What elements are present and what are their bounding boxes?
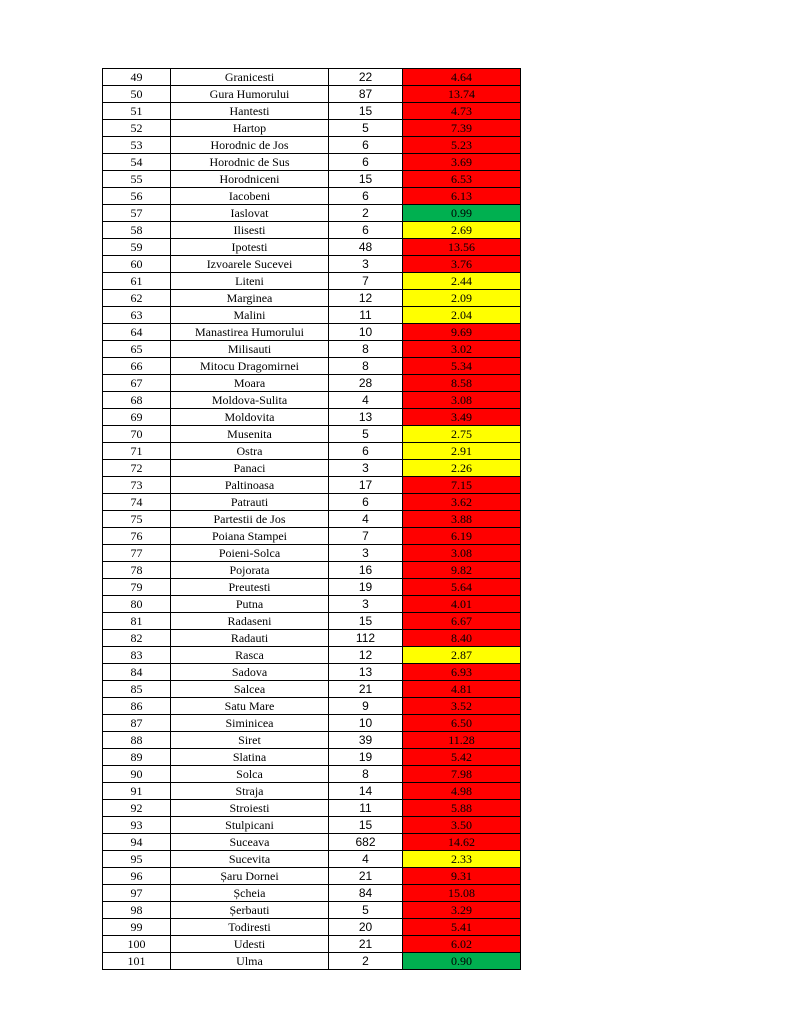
locality-name-cell: Slatina <box>171 749 329 766</box>
cases-count-cell: 11 <box>329 800 403 817</box>
table-row <box>103 579 521 596</box>
cases-count-cell: 5 <box>329 426 403 443</box>
incidence-rate-cell: 3.50 <box>403 817 521 834</box>
cases-count-cell: 19 <box>329 579 403 596</box>
incidence-rate-cell: 6.93 <box>403 664 521 681</box>
incidence-rate-cell: 4.98 <box>403 783 521 800</box>
table-row <box>103 851 521 868</box>
locality-name-cell: Stulpicani <box>171 817 329 834</box>
row-number-cell: 100 <box>103 936 171 953</box>
row-number-cell: 67 <box>103 375 171 392</box>
row-number-cell: 60 <box>103 256 171 273</box>
cases-count-cell: 4 <box>329 851 403 868</box>
cases-count-cell: 87 <box>329 86 403 103</box>
row-number-cell: 91 <box>103 783 171 800</box>
row-number-cell: 78 <box>103 562 171 579</box>
cases-count-cell: 15 <box>329 103 403 120</box>
incidence-rate-cell: 6.13 <box>403 188 521 205</box>
locality-name-cell: Mitocu Dragomirnei <box>171 358 329 375</box>
table-row <box>103 749 521 766</box>
table-row <box>103 613 521 630</box>
cases-count-cell: 112 <box>329 630 403 647</box>
cases-count-cell: 3 <box>329 460 403 477</box>
table-row <box>103 545 521 562</box>
table-row <box>103 205 521 222</box>
incidence-rate-cell: 2.91 <box>403 443 521 460</box>
incidence-rate-cell: 2.87 <box>403 647 521 664</box>
table-row <box>103 222 521 239</box>
row-number-cell: 92 <box>103 800 171 817</box>
row-number-cell: 95 <box>103 851 171 868</box>
locality-name-cell: Udesti <box>171 936 329 953</box>
incidence-rate-cell: 3.88 <box>403 511 521 528</box>
cases-count-cell: 6 <box>329 137 403 154</box>
locality-name-cell: Siminicea <box>171 715 329 732</box>
locality-name-cell: Izvoarele Sucevei <box>171 256 329 273</box>
cases-count-cell: 5 <box>329 902 403 919</box>
incidence-rate-cell: 7.15 <box>403 477 521 494</box>
cases-count-cell: 13 <box>329 664 403 681</box>
incidence-rate-cell: 2.09 <box>403 290 521 307</box>
locality-name-cell: Moara <box>171 375 329 392</box>
locality-name-cell: Horodniceni <box>171 171 329 188</box>
row-number-cell: 90 <box>103 766 171 783</box>
row-number-cell: 54 <box>103 154 171 171</box>
locality-name-cell: Radaseni <box>171 613 329 630</box>
table-row <box>103 460 521 477</box>
cases-count-cell: 15 <box>329 817 403 834</box>
locality-name-cell: Panaci <box>171 460 329 477</box>
cases-count-cell: 6 <box>329 494 403 511</box>
incidence-rate-cell: 3.08 <box>403 392 521 409</box>
locality-name-cell: Poieni-Solca <box>171 545 329 562</box>
incidence-rate-cell: 6.19 <box>403 528 521 545</box>
locality-name-cell: Șcheia <box>171 885 329 902</box>
row-number-cell: 59 <box>103 239 171 256</box>
cases-count-cell: 22 <box>329 69 403 86</box>
row-number-cell: 74 <box>103 494 171 511</box>
row-number-cell: 66 <box>103 358 171 375</box>
incidence-rate-cell: 9.31 <box>403 868 521 885</box>
locality-name-cell: Todiresti <box>171 919 329 936</box>
incidence-rate-cell: 6.50 <box>403 715 521 732</box>
incidence-rate-cell: 2.75 <box>403 426 521 443</box>
table-row <box>103 647 521 664</box>
cases-count-cell: 4 <box>329 511 403 528</box>
locality-name-cell: Patrauti <box>171 494 329 511</box>
locality-name-cell: Pojorata <box>171 562 329 579</box>
table-row <box>103 154 521 171</box>
cases-count-cell: 17 <box>329 477 403 494</box>
locality-name-cell: Malini <box>171 307 329 324</box>
locality-name-cell: Radauti <box>171 630 329 647</box>
incidence-rate-cell: 9.69 <box>403 324 521 341</box>
incidence-rate-cell: 15.08 <box>403 885 521 902</box>
table-row <box>103 290 521 307</box>
row-number-cell: 96 <box>103 868 171 885</box>
locality-name-cell: Șaru Dornei <box>171 868 329 885</box>
row-number-cell: 83 <box>103 647 171 664</box>
cases-count-cell: 8 <box>329 358 403 375</box>
locality-name-cell: Marginea <box>171 290 329 307</box>
locality-name-cell: Ulma <box>171 953 329 970</box>
table-row <box>103 239 521 256</box>
locality-name-cell: Preutesti <box>171 579 329 596</box>
row-number-cell: 99 <box>103 919 171 936</box>
table-row <box>103 409 521 426</box>
cases-count-cell: 5 <box>329 120 403 137</box>
incidence-rate-cell: 9.82 <box>403 562 521 579</box>
table-row <box>103 528 521 545</box>
row-number-cell: 49 <box>103 69 171 86</box>
incidence-rate-cell: 3.76 <box>403 256 521 273</box>
row-number-cell: 84 <box>103 664 171 681</box>
locality-name-cell: Gura Humorului <box>171 86 329 103</box>
table-row <box>103 341 521 358</box>
cases-count-cell: 11 <box>329 307 403 324</box>
cases-count-cell: 10 <box>329 715 403 732</box>
table-row <box>103 375 521 392</box>
row-number-cell: 62 <box>103 290 171 307</box>
table-row <box>103 715 521 732</box>
locality-name-cell: Rasca <box>171 647 329 664</box>
cases-count-cell: 4 <box>329 392 403 409</box>
row-number-cell: 51 <box>103 103 171 120</box>
incidence-rate-cell: 2.69 <box>403 222 521 239</box>
cases-count-cell: 6 <box>329 222 403 239</box>
table-row <box>103 307 521 324</box>
incidence-rate-cell: 4.01 <box>403 596 521 613</box>
table-row <box>103 885 521 902</box>
cases-count-cell: 8 <box>329 766 403 783</box>
incidence-rate-cell: 2.44 <box>403 273 521 290</box>
row-number-cell: 76 <box>103 528 171 545</box>
table-row <box>103 902 521 919</box>
cases-count-cell: 3 <box>329 256 403 273</box>
incidence-rate-cell: 13.74 <box>403 86 521 103</box>
table-row <box>103 732 521 749</box>
locality-name-cell: Solca <box>171 766 329 783</box>
incidence-rate-cell: 7.98 <box>403 766 521 783</box>
cases-count-cell: 39 <box>329 732 403 749</box>
table-row <box>103 511 521 528</box>
table-row <box>103 834 521 851</box>
row-number-cell: 82 <box>103 630 171 647</box>
incidence-rate-cell: 13.56 <box>403 239 521 256</box>
table-row <box>103 86 521 103</box>
locality-name-cell: Șerbauti <box>171 902 329 919</box>
cases-count-cell: 2 <box>329 205 403 222</box>
table-row <box>103 494 521 511</box>
localities-table <box>102 68 521 970</box>
incidence-rate-cell: 4.64 <box>403 69 521 86</box>
table-row <box>103 188 521 205</box>
row-number-cell: 86 <box>103 698 171 715</box>
table-row <box>103 800 521 817</box>
cases-count-cell: 12 <box>329 290 403 307</box>
table-row <box>103 171 521 188</box>
table-row <box>103 817 521 834</box>
cases-count-cell: 6 <box>329 154 403 171</box>
incidence-rate-cell: 8.58 <box>403 375 521 392</box>
table-row <box>103 562 521 579</box>
row-number-cell: 88 <box>103 732 171 749</box>
incidence-rate-cell: 7.39 <box>403 120 521 137</box>
cases-count-cell: 20 <box>329 919 403 936</box>
table-row <box>103 324 521 341</box>
incidence-rate-cell: 3.02 <box>403 341 521 358</box>
locality-name-cell: Horodnic de Jos <box>171 137 329 154</box>
incidence-rate-cell: 5.41 <box>403 919 521 936</box>
row-number-cell: 85 <box>103 681 171 698</box>
row-number-cell: 73 <box>103 477 171 494</box>
row-number-cell: 56 <box>103 188 171 205</box>
cases-count-cell: 7 <box>329 528 403 545</box>
locality-name-cell: Milisauti <box>171 341 329 358</box>
row-number-cell: 80 <box>103 596 171 613</box>
incidence-rate-cell: 11.28 <box>403 732 521 749</box>
cases-count-cell: 3 <box>329 545 403 562</box>
incidence-rate-cell: 3.62 <box>403 494 521 511</box>
incidence-rate-cell: 4.73 <box>403 103 521 120</box>
row-number-cell: 94 <box>103 834 171 851</box>
cases-count-cell: 84 <box>329 885 403 902</box>
table-row <box>103 919 521 936</box>
incidence-rate-cell: 6.53 <box>403 171 521 188</box>
table-row <box>103 681 521 698</box>
table-row <box>103 443 521 460</box>
locality-name-cell: Hartop <box>171 120 329 137</box>
table-row <box>103 783 521 800</box>
locality-name-cell: Suceava <box>171 834 329 851</box>
table-row <box>103 664 521 681</box>
row-number-cell: 97 <box>103 885 171 902</box>
locality-name-cell: Iaslovat <box>171 205 329 222</box>
locality-name-cell: Straja <box>171 783 329 800</box>
cases-count-cell: 19 <box>329 749 403 766</box>
incidence-rate-cell: 2.04 <box>403 307 521 324</box>
table-row <box>103 273 521 290</box>
cases-count-cell: 2 <box>329 953 403 970</box>
row-number-cell: 57 <box>103 205 171 222</box>
locality-name-cell: Salcea <box>171 681 329 698</box>
row-number-cell: 53 <box>103 137 171 154</box>
row-number-cell: 71 <box>103 443 171 460</box>
incidence-rate-cell: 5.42 <box>403 749 521 766</box>
incidence-rate-cell: 2.26 <box>403 460 521 477</box>
row-number-cell: 68 <box>103 392 171 409</box>
row-number-cell: 98 <box>103 902 171 919</box>
locality-name-cell: Siret <box>171 732 329 749</box>
locality-name-cell: Hantesti <box>171 103 329 120</box>
incidence-rate-cell: 3.08 <box>403 545 521 562</box>
locality-name-cell: Moldova-Sulita <box>171 392 329 409</box>
row-number-cell: 81 <box>103 613 171 630</box>
row-number-cell: 58 <box>103 222 171 239</box>
cases-count-cell: 48 <box>329 239 403 256</box>
row-number-cell: 70 <box>103 426 171 443</box>
cases-count-cell: 12 <box>329 647 403 664</box>
table-row <box>103 477 521 494</box>
row-number-cell: 52 <box>103 120 171 137</box>
row-number-cell: 61 <box>103 273 171 290</box>
incidence-rate-cell: 3.49 <box>403 409 521 426</box>
incidence-rate-cell: 2.33 <box>403 851 521 868</box>
row-number-cell: 77 <box>103 545 171 562</box>
cases-count-cell: 9 <box>329 698 403 715</box>
incidence-rate-cell: 8.40 <box>403 630 521 647</box>
table-row <box>103 103 521 120</box>
cases-count-cell: 15 <box>329 171 403 188</box>
cases-count-cell: 6 <box>329 188 403 205</box>
row-number-cell: 64 <box>103 324 171 341</box>
locality-name-cell: Liteni <box>171 273 329 290</box>
incidence-rate-cell: 5.64 <box>403 579 521 596</box>
locality-name-cell: Stroiesti <box>171 800 329 817</box>
locality-name-cell: Ostra <box>171 443 329 460</box>
cases-count-cell: 21 <box>329 868 403 885</box>
row-number-cell: 101 <box>103 953 171 970</box>
cases-count-cell: 3 <box>329 596 403 613</box>
table-row <box>103 358 521 375</box>
row-number-cell: 65 <box>103 341 171 358</box>
incidence-rate-cell: 0.90 <box>403 953 521 970</box>
table-row <box>103 120 521 137</box>
cases-count-cell: 13 <box>329 409 403 426</box>
table-row <box>103 69 521 86</box>
locality-name-cell: Sucevita <box>171 851 329 868</box>
row-number-cell: 89 <box>103 749 171 766</box>
row-number-cell: 75 <box>103 511 171 528</box>
row-number-cell: 72 <box>103 460 171 477</box>
table-row <box>103 392 521 409</box>
incidence-rate-cell: 5.34 <box>403 358 521 375</box>
locality-name-cell: Satu Mare <box>171 698 329 715</box>
cases-count-cell: 7 <box>329 273 403 290</box>
table-row <box>103 936 521 953</box>
locality-name-cell: Musenita <box>171 426 329 443</box>
cases-count-cell: 10 <box>329 324 403 341</box>
locality-name-cell: Putna <box>171 596 329 613</box>
table-row <box>103 766 521 783</box>
row-number-cell: 79 <box>103 579 171 596</box>
locality-name-cell: Manastirea Humorului <box>171 324 329 341</box>
table-body <box>103 69 521 970</box>
table-row <box>103 596 521 613</box>
cases-count-cell: 21 <box>329 681 403 698</box>
row-number-cell: 55 <box>103 171 171 188</box>
incidence-rate-cell: 5.88 <box>403 800 521 817</box>
cases-count-cell: 28 <box>329 375 403 392</box>
locality-name-cell: Sadova <box>171 664 329 681</box>
row-number-cell: 69 <box>103 409 171 426</box>
table-row <box>103 868 521 885</box>
table-row <box>103 137 521 154</box>
locality-name-cell: Poiana Stampei <box>171 528 329 545</box>
locality-name-cell: Partestii de Jos <box>171 511 329 528</box>
cases-count-cell: 16 <box>329 562 403 579</box>
table-row <box>103 256 521 273</box>
locality-name-cell: Granicesti <box>171 69 329 86</box>
row-number-cell: 63 <box>103 307 171 324</box>
incidence-rate-cell: 3.29 <box>403 902 521 919</box>
cases-count-cell: 14 <box>329 783 403 800</box>
row-number-cell: 50 <box>103 86 171 103</box>
row-number-cell: 93 <box>103 817 171 834</box>
locality-name-cell: Moldovita <box>171 409 329 426</box>
table-row <box>103 426 521 443</box>
incidence-rate-cell: 6.67 <box>403 613 521 630</box>
incidence-rate-cell: 6.02 <box>403 936 521 953</box>
table-row <box>103 953 521 970</box>
locality-name-cell: Paltinoasa <box>171 477 329 494</box>
locality-name-cell: Ilisesti <box>171 222 329 239</box>
incidence-rate-cell: 5.23 <box>403 137 521 154</box>
locality-name-cell: Iacobeni <box>171 188 329 205</box>
locality-name-cell: Ipotesti <box>171 239 329 256</box>
cases-count-cell: 21 <box>329 936 403 953</box>
incidence-rate-cell: 4.81 <box>403 681 521 698</box>
cases-count-cell: 8 <box>329 341 403 358</box>
cases-count-cell: 15 <box>329 613 403 630</box>
table-row <box>103 698 521 715</box>
incidence-rate-cell: 0.99 <box>403 205 521 222</box>
cases-count-cell: 6 <box>329 443 403 460</box>
cases-count-cell: 682 <box>329 834 403 851</box>
incidence-rate-cell: 3.52 <box>403 698 521 715</box>
locality-name-cell: Horodnic de Sus <box>171 154 329 171</box>
table-row <box>103 630 521 647</box>
incidence-rate-cell: 3.69 <box>403 154 521 171</box>
incidence-rate-cell: 14.62 <box>403 834 521 851</box>
row-number-cell: 87 <box>103 715 171 732</box>
